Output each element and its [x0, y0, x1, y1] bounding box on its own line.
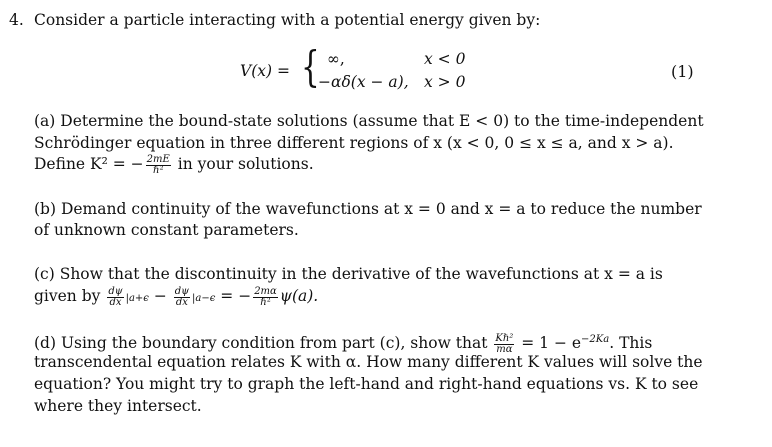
derivative-minus: − [153, 287, 167, 305]
part-d-line-1 [34, 330, 652, 355]
derivative-2-numerator: dψ [174, 285, 190, 297]
part-b-line-1: (b) Demand continuity of the wavefunctions at x = 0 and x = a to reduce the number [34, 200, 702, 218]
transcendental-numerator: Kℏ² [495, 332, 514, 344]
transcendental-denominator: mα [496, 343, 513, 355]
derivative-2-fraction [174, 287, 190, 308]
derivative-2-denominator: dx [175, 296, 188, 308]
energy-fraction-numerator: 2mE [146, 153, 170, 165]
energy-fraction-denominator: ℏ² [153, 164, 164, 176]
part-a-line-2: Schrödinger equation in three different regions of x (x < 0, 0 ≤ x ≤ a, and x > a). [34, 134, 674, 152]
equation-case1-condition: x < 0 [424, 50, 466, 68]
part-b-line-2: of unknown constant parameters. [34, 221, 299, 239]
part-d-line-3: equation? You might try to graph the left-hand and right-hand equations vs. K to see [34, 375, 699, 393]
part-a-define-suffix: in your solutions. [177, 155, 314, 173]
part-a-line-1: (a) Determine the bound-state solutions (assume that E < 0) to the time-independent [34, 112, 704, 130]
equation-number: (1) [671, 62, 694, 81]
part-c-line-1: (c) Show that the discontinuity in the derivative of the wavefunctions at x = a is [34, 265, 663, 283]
part-c-line-2 [34, 286, 318, 309]
transcendental-exponent: −2Ka [581, 334, 610, 345]
wavefunction-at-a: ψ(a). [279, 287, 319, 305]
energy-fraction [146, 155, 171, 176]
derivative-2-evaluation: |a−ϵ [192, 293, 216, 304]
part-c-given-by: given by [34, 287, 101, 305]
discontinuity-denominator: ℏ² [260, 296, 271, 308]
derivative-1-numerator: dψ [108, 285, 123, 297]
equation-brace: { [301, 42, 320, 91]
part-d-intro: (d) Using the boundary condition from part (c), show that [34, 334, 488, 353]
transcendental-rhs: = 1 − e [521, 334, 582, 353]
part-a-define-prefix: Define K² = − [34, 155, 144, 173]
derivative-equals: = − [220, 287, 252, 305]
derivative-1-denominator: dx [109, 296, 122, 308]
equation-lhs: V(x) = [240, 62, 290, 80]
equation-case1-value: ∞, [327, 50, 345, 68]
problem-intro: Consider a particle interacting with a potential energy given by: [34, 11, 541, 29]
equation-case2-value: −αδ(x − a), [318, 73, 409, 91]
part-d-line-2: transcendental equation relates K with α. How many different K values will solve the [34, 353, 703, 371]
derivative-1-evaluation: |a+ϵ [125, 293, 149, 304]
discontinuity-fraction [253, 287, 278, 308]
part-d-line-4: where they intersect. [34, 397, 202, 415]
discontinuity-numerator: 2mα [254, 285, 277, 297]
equation-case2-condition: x > 0 [424, 73, 466, 91]
part-d-this: . This [609, 334, 653, 353]
part-a-line-3 [34, 154, 314, 176]
derivative-1-fraction [107, 287, 123, 308]
problem-number: 4. [9, 11, 24, 29]
